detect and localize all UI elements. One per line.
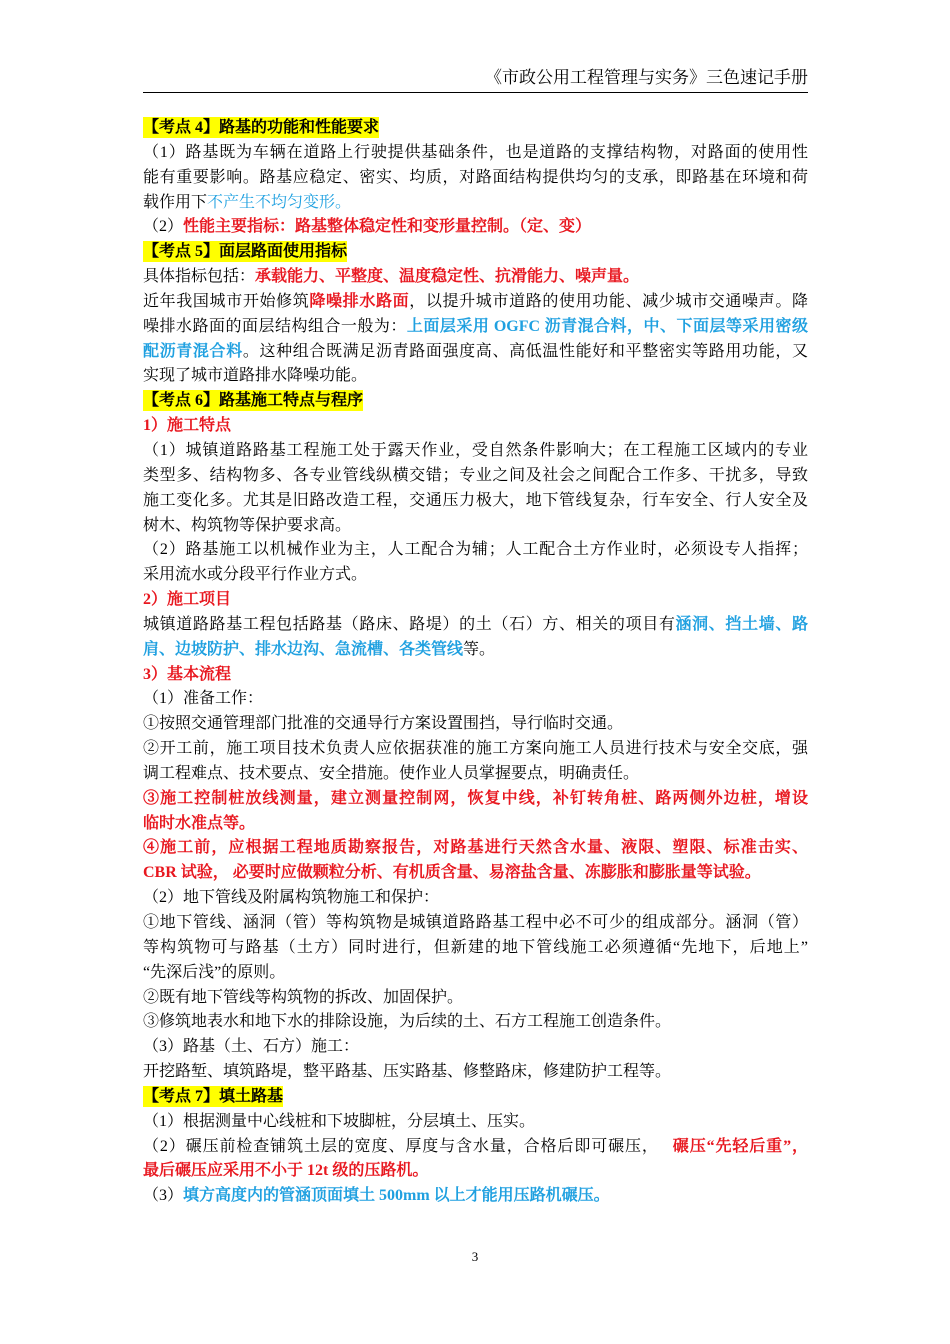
text-line	[143, 364, 808, 389]
text-line	[143, 762, 808, 787]
text-line	[143, 961, 808, 986]
body-text: （2）地下管线及附属构筑物施工和保护：	[143, 889, 440, 907]
body-text: ②开工前，施工项目技术负责人应依据获准的施工方案向施工人员进行技术与安全交底，强	[143, 740, 808, 758]
text-line	[143, 836, 808, 861]
body-text: 能有重要影响。路基应稳定、密实、均质，对路面结构提供均匀的支承，即路基在环境和荷	[143, 168, 808, 186]
blue-emphasis-text: 肩、边坡防护、排水边沟、急流槽、各类管线	[143, 640, 464, 658]
body-text: 等构筑物可与路基（土方）同时进行，但新建的地下管线施工必须遵循“先地下，后地上”	[143, 938, 808, 956]
body-text: ③修筑地表水和地下水的排除设施，为后续的土、石方工程施工创造条件。	[143, 1013, 672, 1031]
subheading-basic-process: 3）基本流程	[143, 665, 232, 683]
body-text: ②既有地下管线等构筑物的拆改、加固保护。	[143, 988, 464, 1006]
text-line	[143, 464, 808, 489]
text-line	[143, 812, 808, 837]
text-line	[143, 514, 808, 539]
text-line	[143, 538, 808, 563]
blue-emphasis-text: 涵洞、挡土墙、路	[675, 615, 808, 633]
text-line	[143, 911, 808, 936]
blue-emphasis-text: 填方高度内的管涵顶面填土 500mm 以上才能用压路机碾压。	[183, 1187, 610, 1205]
red-emphasis-text: 碾压“先轻后重”，	[672, 1137, 808, 1155]
section-heading-line	[143, 240, 808, 265]
body-text: “先深后浅”的原则。	[143, 963, 286, 981]
header-rule	[143, 92, 808, 93]
text-line	[143, 613, 808, 638]
blue-emphasis-text: 配沥青混合料	[143, 342, 243, 360]
body-text: 调工程难点、技术要点、安全措施。使作业人员掌握要点，明确责任。	[143, 764, 640, 782]
text-line	[143, 886, 808, 911]
body-text: （3）	[143, 1187, 184, 1205]
subheading-construction-features: 1）施工特点	[143, 417, 232, 435]
body-text: 实现了城市道路排水降噪功能。	[143, 367, 368, 385]
blue-emphasis-text: 上面层采用 OGFC 沥青混合料，中、下面层等采用密级	[406, 317, 808, 335]
text-line	[143, 1110, 808, 1135]
body-text: （1）路基既为车辆在道路上行驶提供基础条件，也是道路的支撑结构物，对路面的使用性	[143, 143, 808, 161]
body-text: 树木、构筑物等保护要求高。	[143, 516, 352, 534]
body-text: 类型多、结构物多、各专业管线纵横交错；专业之间及社会之间配合工作多、干扰多，导致	[143, 466, 808, 484]
text-line	[143, 166, 808, 191]
section-kaodian-4	[143, 116, 808, 240]
text-line	[143, 936, 808, 961]
red-emphasis-text: ③施工控制桩放线测量，建立测量控制网，恢复中线，补钉转角桩、路两侧外边桩，增设	[143, 789, 808, 807]
text-line	[143, 439, 808, 464]
text-line	[143, 712, 808, 737]
red-emphasis-text: ④施工前，应根据工程地质勘察报告，对路基进行天然含水量、液限、塑限、标准击实、	[143, 839, 808, 857]
text-line	[143, 1184, 808, 1209]
text-line	[143, 141, 808, 166]
body-text: （2）	[143, 218, 184, 236]
text-line	[143, 787, 808, 812]
body-text: ①按照交通管理部门批准的交通导行方案设置围挡，导行临时交通。	[143, 715, 624, 733]
text-line	[143, 265, 808, 290]
text-line	[143, 563, 808, 588]
text-line	[143, 687, 808, 712]
red-emphasis-text: 性能主要指标：路基整体稳定性和变形量控制。（定、变）	[183, 218, 592, 236]
text-line	[143, 1010, 808, 1035]
text-line	[143, 1035, 808, 1060]
body-text: （2）碾压前检查铺筑土层的宽度、厚度与含水量，合格后即可碾压，	[143, 1137, 659, 1155]
body-text: （1）准备工作：	[143, 690, 264, 708]
body-text: 城镇道路路基工程包括路基（路床、路堤）的土（石）方、相关的项目有	[143, 615, 676, 633]
red-emphasis-text: 最后碾压应采用不小于 12t 级的压路机。	[143, 1162, 429, 1180]
body-text: （1）城镇道路路基工程施工处于露天作业，受自然条件影响大；在工程施工区域内的专业	[143, 441, 808, 459]
text-line	[143, 489, 808, 514]
subheading-line	[143, 663, 808, 688]
red-emphasis-text: CBR 试验， 必要时应做颗粒分析、有机质含量、易溶盐含量、冻膨胀和膨胀量等试验。	[143, 864, 761, 882]
body-text: 噪排水路面的面层结构组合一般为：	[143, 317, 407, 335]
body-text: 采用流水或分段平行作业方式。	[143, 566, 368, 584]
subheading-line	[143, 588, 808, 613]
body-text: （1）根据测量中心线桩和下坡脚桩，分层填土、压实。	[143, 1112, 536, 1130]
body-text: ，以提升城市道路的使用功能、减少城市交通噪声。降	[409, 292, 808, 310]
body-text: （3）路基（土、石方）施工：	[143, 1038, 360, 1056]
body-text: （2）路基施工以机械作业为主，人工配合为辅；人工配合土方作业时，必须设专人指挥；	[143, 541, 808, 559]
text-line	[143, 1159, 808, 1184]
handbook-title: 《市政公用工程管理与实务》三色速记手册	[485, 68, 808, 87]
text-line	[143, 290, 808, 315]
text-line	[143, 315, 808, 340]
page-number: 3	[471, 1249, 479, 1264]
body-text: 开挖路堑、填筑路堤，整平路基、压实路基、修整路床，修建防护工程等。	[143, 1063, 672, 1081]
subheading-line	[143, 414, 808, 439]
text-line	[143, 191, 808, 216]
text-line	[143, 340, 808, 365]
section-heading-line	[143, 116, 808, 141]
text-line	[143, 215, 808, 240]
body-text: 载作用下	[143, 193, 208, 211]
red-emphasis-text: 临时水准点等。	[143, 814, 256, 832]
page-content	[143, 116, 808, 1209]
section-heading: 【考点 6】路基施工特点与程序	[143, 392, 364, 410]
text-line	[143, 638, 808, 663]
body-text: 具体指标包括：	[143, 268, 256, 286]
body-text: ①地下管线、涵洞（管）等构筑物是城镇道路路基工程中必不可少的组成部分。涵洞（管）	[143, 914, 808, 931]
red-emphasis-text: 降噪排水路面	[309, 292, 410, 310]
blue-emphasis-text: 不产生不均匀变形。	[207, 193, 352, 211]
body-text: 等。	[463, 640, 496, 658]
body-text: 。这种组合既满足沥青路面强度高、高低温性能好和平整密实等路用功能，又	[242, 342, 808, 360]
text-line	[143, 986, 808, 1011]
body-text: 近年我国城市开始修筑	[143, 292, 310, 310]
section-kaodian-6	[143, 389, 808, 1085]
section-heading: 【考点 7】填土路基	[143, 1087, 284, 1105]
subheading-construction-items: 2）施工项目	[143, 591, 232, 609]
body-text: 施工变化多。尤其是旧路改造工程，交通压力极大，地下管线复杂，行车安全、行人安全及	[143, 491, 808, 509]
section-heading-line	[143, 1085, 808, 1110]
section-kaodian-7	[143, 1085, 808, 1209]
text-line	[143, 1135, 808, 1160]
section-kaodian-5	[143, 240, 808, 389]
section-heading-line	[143, 389, 808, 414]
section-heading: 【考点 5】面层路面使用指标	[143, 243, 348, 261]
red-emphasis-text: 承载能力、平整度、温度稳定性、抗滑能力、噪声量。	[255, 268, 640, 286]
text-line	[143, 861, 808, 886]
text-line	[143, 737, 808, 762]
text-line	[143, 1060, 808, 1085]
section-heading: 【考点 4】路基的功能和性能要求	[143, 119, 380, 136]
